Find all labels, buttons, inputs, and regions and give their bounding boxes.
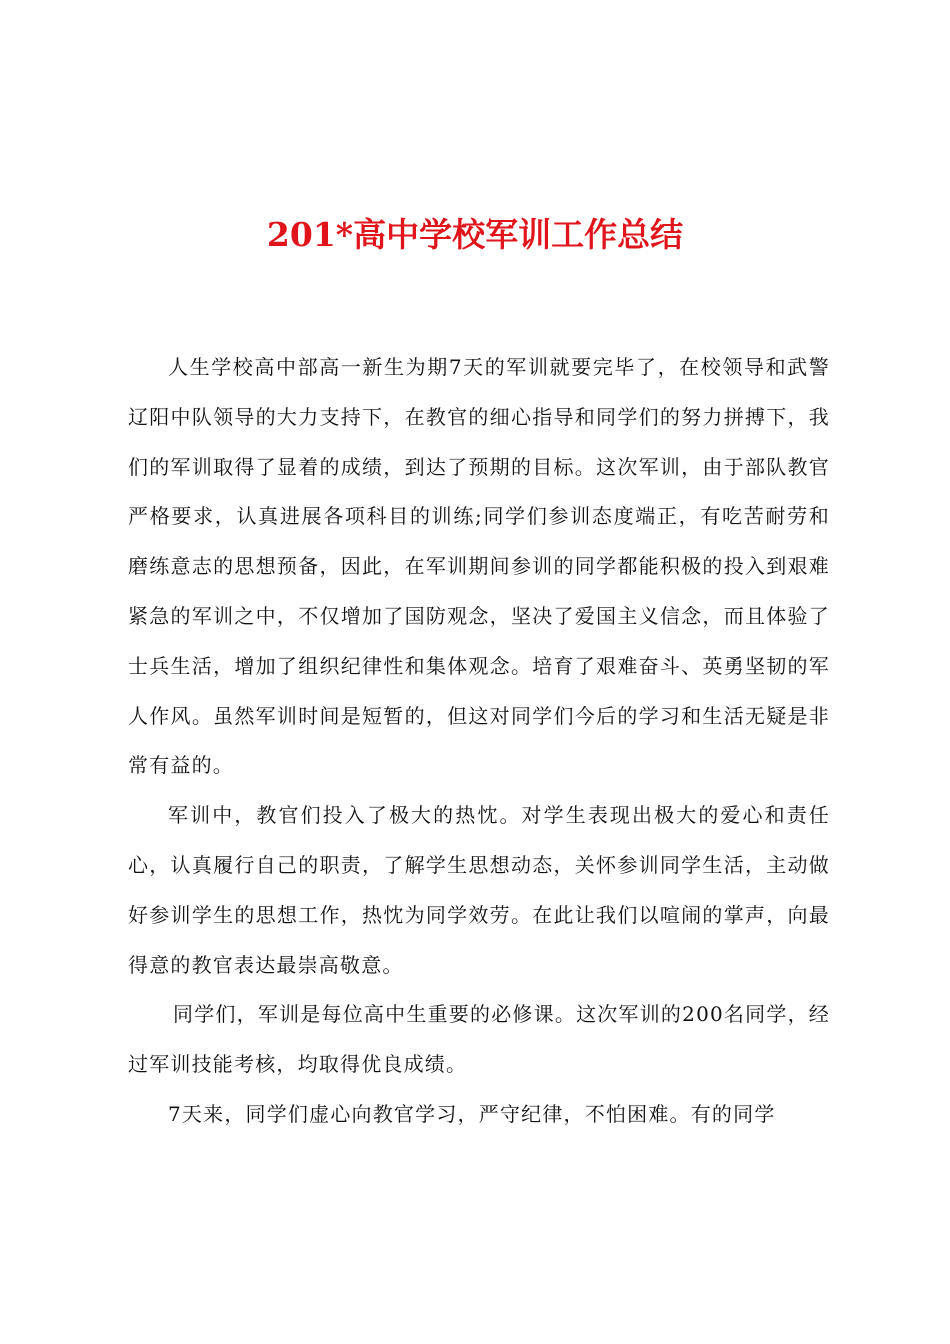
paragraph-1: 人生学校高中部高一新生为期7天的军训就要完毕了，在校领导和武警辽阳中队领导的大力支持下，在教官的细心指导和同学们的努力拼搏下，我们的军训取得了显着的成绩，到达了预期的目标。这次军训，由于部队教官严格要求，认真进展各项科目的训练;同学们参训态度端正，有吃苦耐劳和磨练意志的思想预备，因此，在军训期间参训的同学都能积极的投入到艰难紧急的军训之中，不仅增加了国防观念，坚决了爱国主义信念，而且体验了士兵生活，增加了组织纪律性和集体观念。培育了艰难奋斗、英勇坚韧的军人作风。虽然军训时间是短暂的，但这对同学们今后的学习和生活无疑是非常有益的。 bbox=[128, 355, 830, 778]
document-title: 201*高中学校军训工作总结 bbox=[266, 215, 684, 254]
paragraph-2: 军训中，教官们投入了极大的热忱。对学生表现出极大的爱心和责任心，认真履行自己的职责，了解学生思想动态，关怀参训同学生活，主动做好参训学生的思想工作，热忱为同学效劳。在此让我们以喧闹的掌声，向最得意的教官表达最崇高敬意。 bbox=[128, 803, 830, 977]
paragraph-4: 7天来，同学们虚心向教官学习，严守纪律，不怕困难。有的同学 bbox=[168, 1101, 776, 1126]
document-body bbox=[128, 343, 830, 1140]
paragraph-3: 同学们，军训是每位高中生重要的必修课。这次军训的200名同学，经过军训技能考核，均取得优良成绩。 bbox=[128, 1002, 830, 1077]
